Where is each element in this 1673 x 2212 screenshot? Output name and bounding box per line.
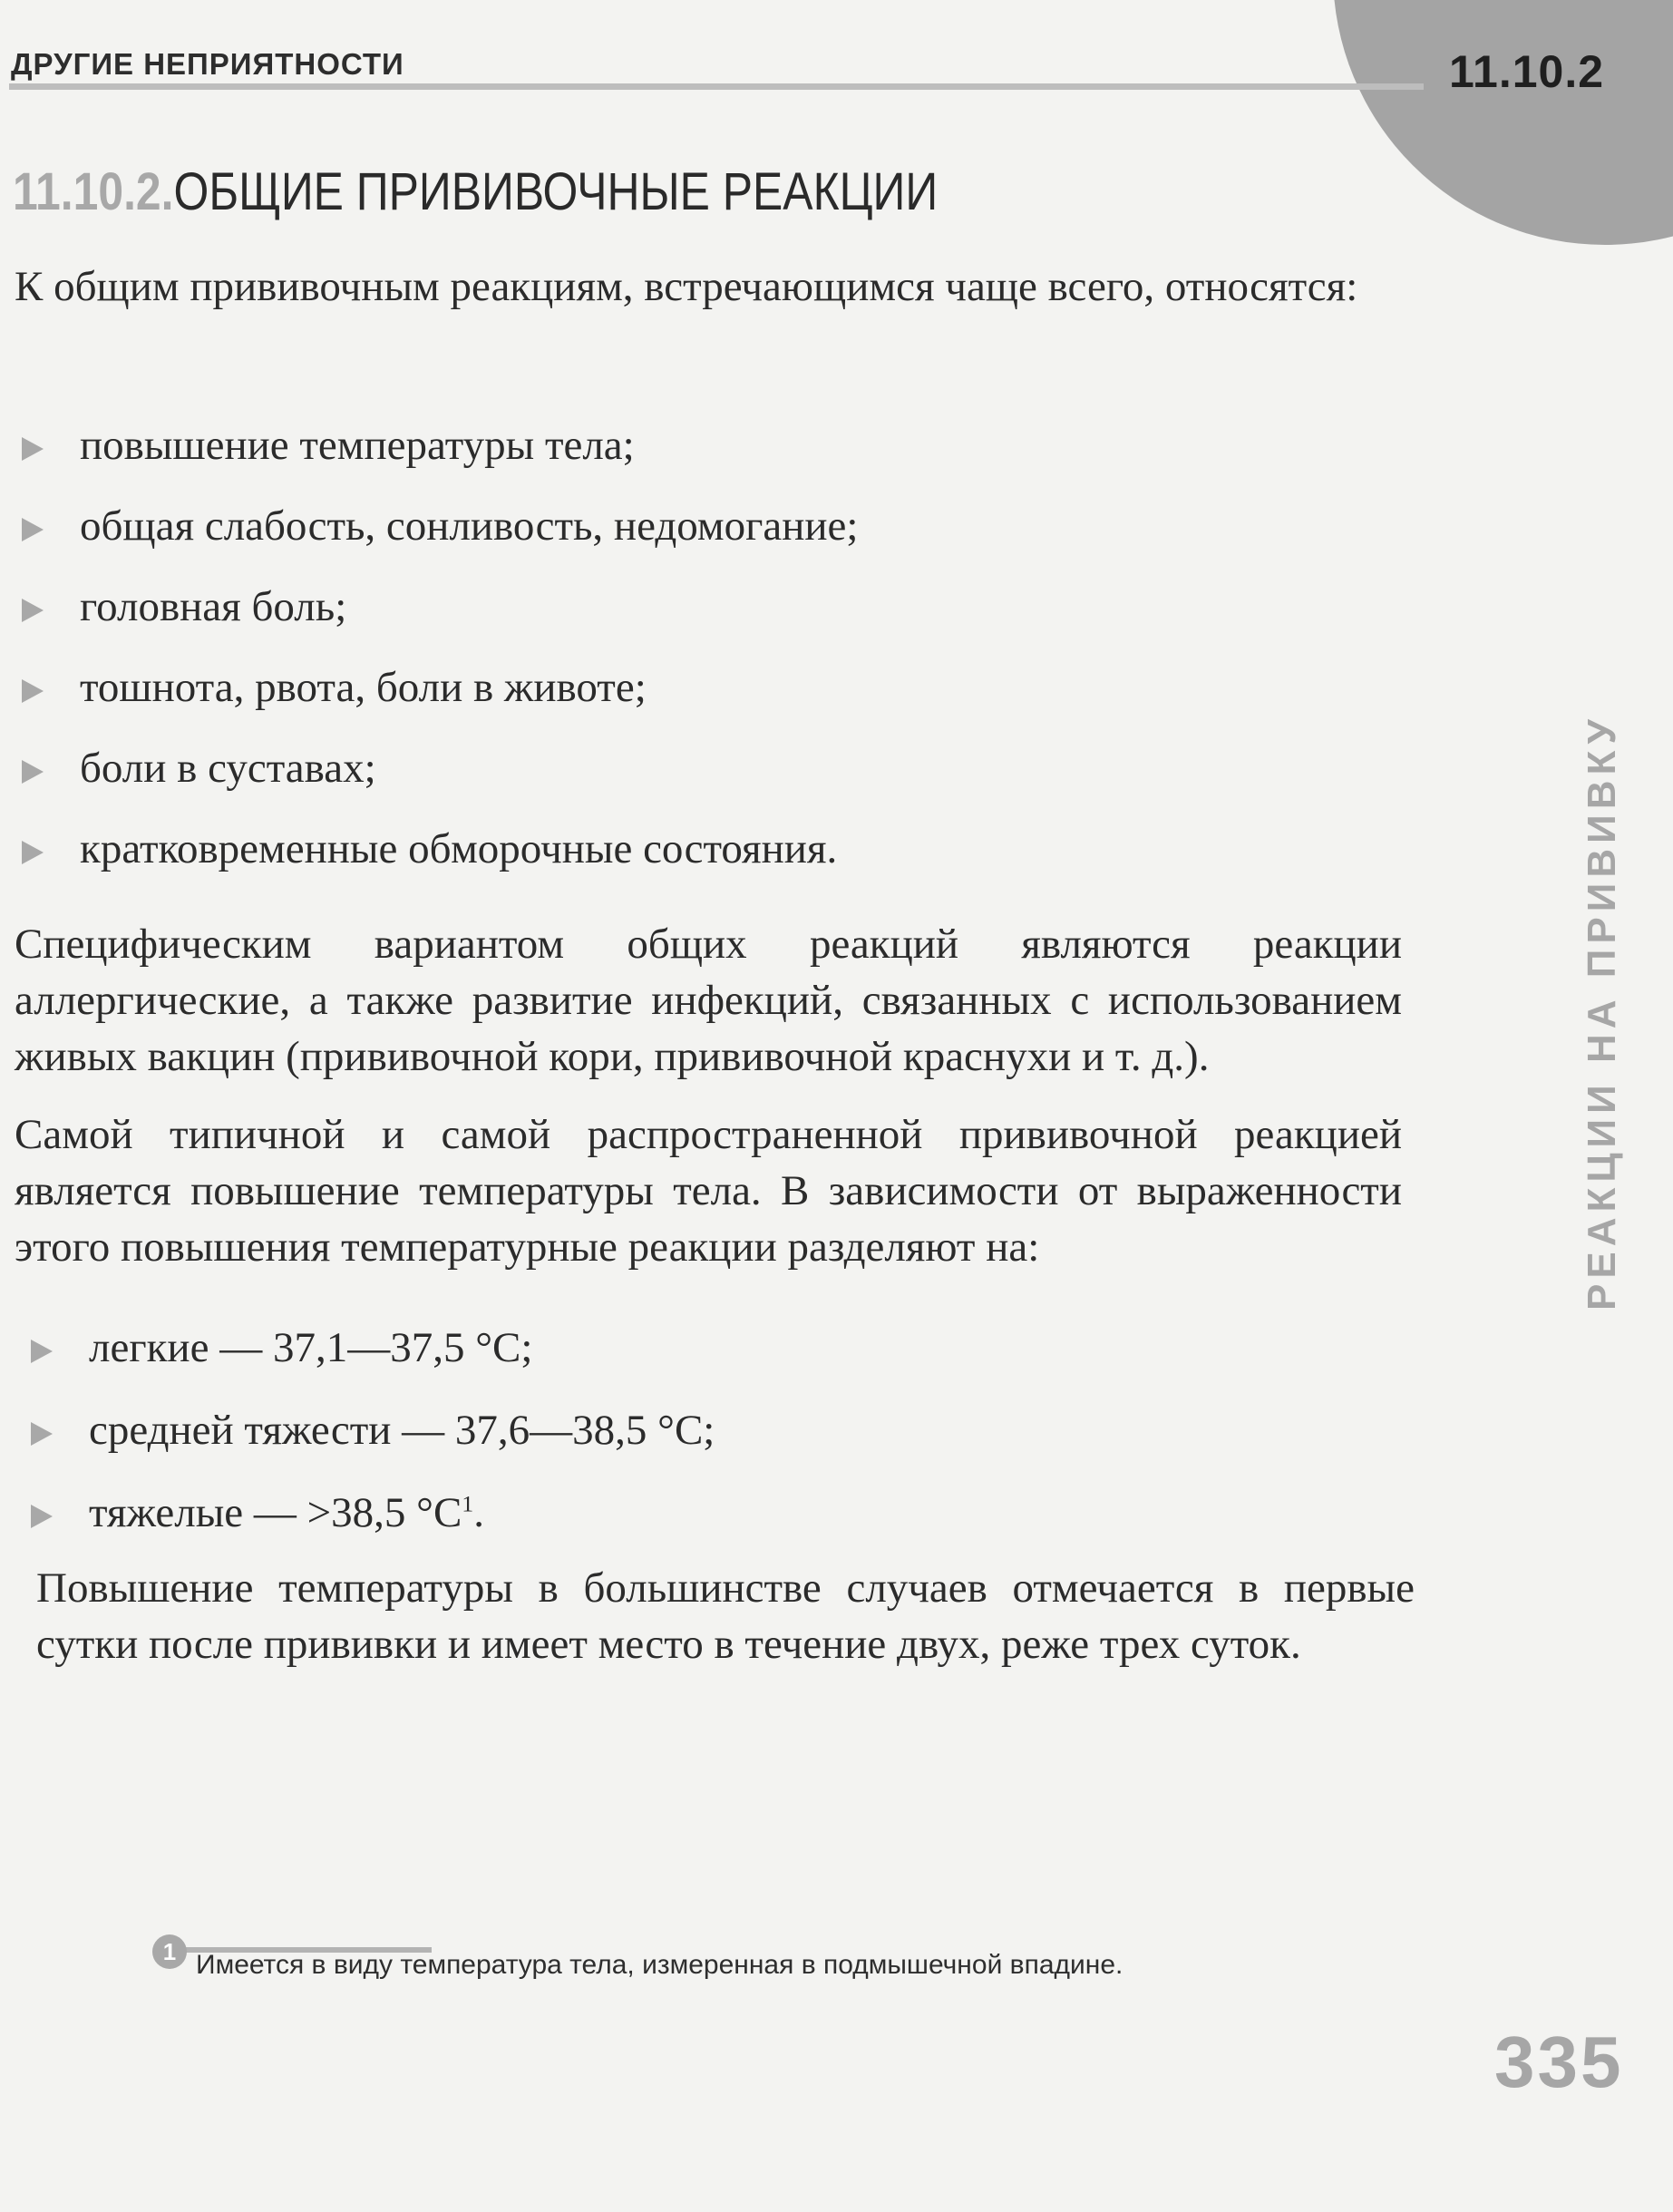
general-reactions-list bbox=[16, 417, 858, 901]
duration-paragraph: Повышение температуры в большинстве случаев отмечается в первые сутки после прививки и имеет место в течение двух, реже трех суток. bbox=[36, 1564, 1415, 1668]
page-number: 335 bbox=[1494, 2022, 1624, 2102]
list-item-text: боли в суставах; bbox=[80, 745, 376, 792]
header-rule bbox=[9, 83, 1424, 90]
bullet-triangle-icon bbox=[22, 760, 44, 784]
footnote-text: Имеется в виду температура тела, измеренная в подмышечной впадине. bbox=[196, 1950, 1123, 1980]
temperature-levels-list bbox=[25, 1320, 715, 1567]
list-item bbox=[25, 1402, 715, 1485]
list-item-end: . bbox=[473, 1489, 484, 1536]
side-chapter-label: РЕАКЦИИ НА ПРИВИВКУ bbox=[1580, 714, 1624, 1311]
list-item-text: повышение температуры тела; bbox=[80, 422, 635, 469]
list-item bbox=[16, 579, 858, 659]
footnote-marker: 1 bbox=[152, 1934, 187, 1969]
bullet-triangle-icon bbox=[31, 1422, 53, 1446]
list-item bbox=[16, 659, 858, 740]
section-number-tab: 11.10.2 bbox=[1449, 46, 1605, 97]
bullet-triangle-icon bbox=[22, 841, 44, 864]
section-title bbox=[13, 161, 938, 222]
list-item bbox=[25, 1320, 715, 1402]
list-item-text: общая слабость, сонливость, недомогание; bbox=[80, 502, 859, 550]
bullet-triangle-icon bbox=[22, 679, 44, 703]
specific-reactions-paragraph: Специфическим вариантом общих реакций являются реакции аллергические, а также развитие инфекций, связанных с использованием живых вакцин (прививочной кори, прививочной краснухи и т. д.). bbox=[15, 921, 1402, 1080]
bullet-triangle-icon bbox=[22, 518, 44, 541]
list-item bbox=[16, 417, 858, 498]
list-item-text: средней тяжести — 37,6—38,5 °С; bbox=[89, 1407, 715, 1454]
corner-disc bbox=[1333, 0, 1673, 245]
bullet-triangle-icon bbox=[22, 599, 44, 622]
running-header: ДРУГИЕ НЕПРИЯТНОСТИ bbox=[11, 47, 404, 81]
list-item bbox=[16, 498, 858, 579]
bullet-triangle-icon bbox=[31, 1505, 53, 1528]
list-item-text: тяжелые — >38,5 °С bbox=[89, 1489, 462, 1536]
bullet-triangle-icon bbox=[22, 437, 44, 461]
typical-reaction-paragraph: Самой типичной и самой распространенной прививочной реакцией является повышение температуры тела. В зависимости от выраженности этого повышения температурные реакции разделяют на: bbox=[15, 1111, 1402, 1271]
list-item-text: головная боль; bbox=[80, 583, 347, 630]
section-title-text: ОБЩИЕ ПРИВИВОЧНЫЕ РЕАКЦИИ bbox=[173, 162, 939, 221]
list-item bbox=[16, 740, 858, 821]
list-item-text: тошнота, рвота, боли в животе; bbox=[80, 664, 647, 711]
list-item-text: кратковременные обморочные состояния. bbox=[80, 825, 838, 872]
list-item bbox=[25, 1485, 715, 1567]
list-item-text: легкие — 37,1—37,5 °С; bbox=[89, 1324, 533, 1371]
list-item bbox=[16, 821, 858, 901]
bullet-triangle-icon bbox=[31, 1340, 53, 1363]
footnote-reference: 1 bbox=[462, 1490, 474, 1517]
section-title-number: 11.10.2. bbox=[13, 162, 174, 221]
intro-paragraph: К общим прививочным реакциям, встречающимся чаще всего, относятся: bbox=[15, 263, 1358, 310]
